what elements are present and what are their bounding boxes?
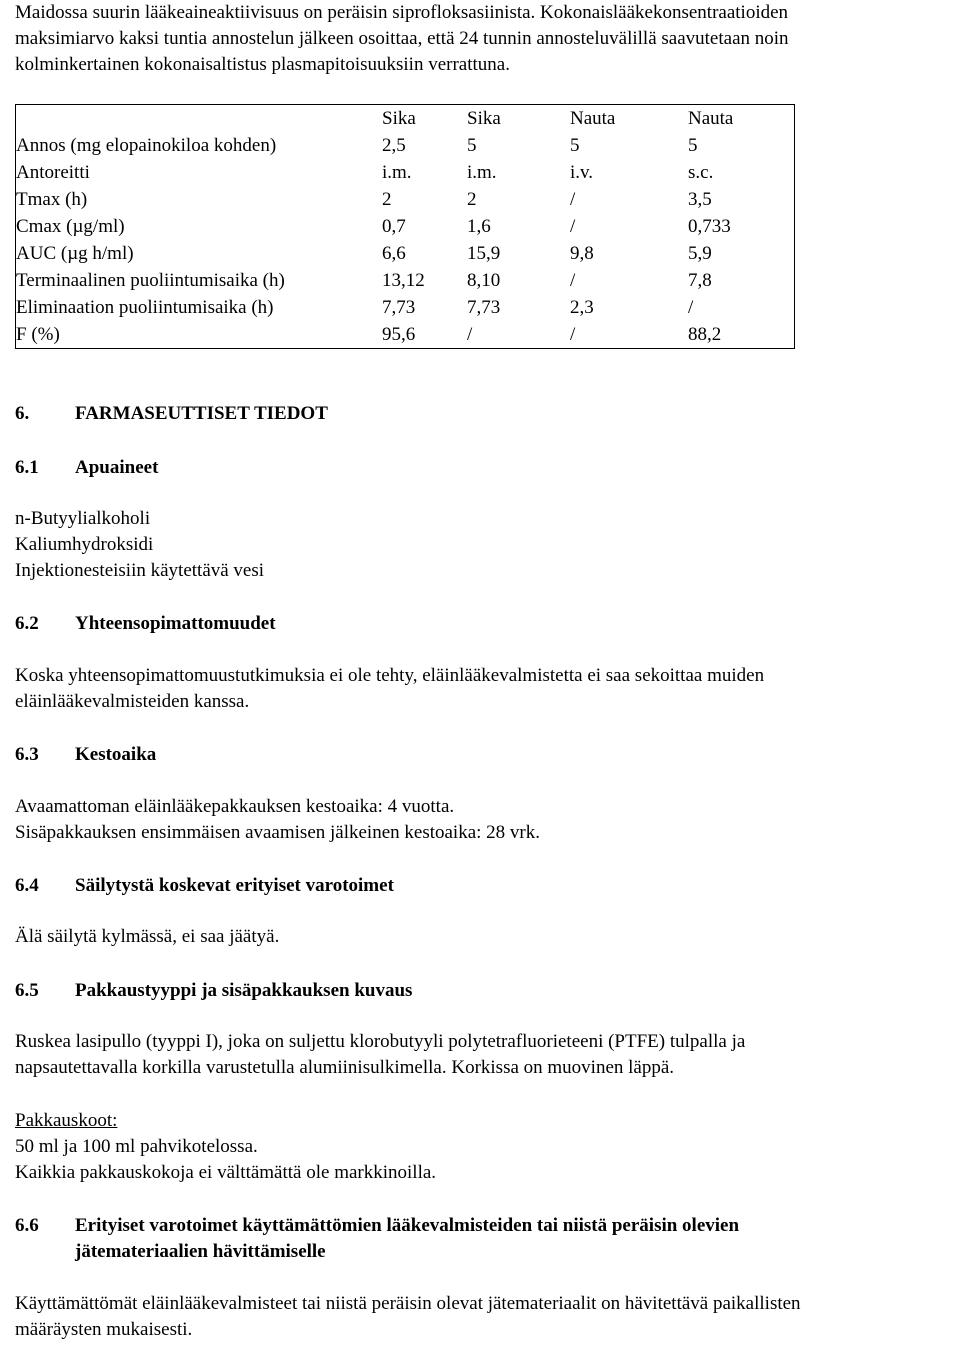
- table-cell: /: [570, 269, 576, 291]
- table-cell: 5,9: [688, 242, 712, 264]
- container-description: [15, 1029, 955, 1081]
- paragraph-line: napsautettavalla korkilla varustetulla alumiinisulkimella. Korkissa on muovinen läppä.: [15, 1057, 675, 1078]
- section-title-line: Erityiset varotoimet käyttämättömien lääkevalmisteiden tai niistä peräisin olevien: [75, 1215, 740, 1236]
- table-cell: 5: [570, 134, 580, 156]
- table-cell: Tmax (h): [16, 188, 88, 210]
- table-cell: Terminaalinen puoliintumisaika (h): [16, 269, 285, 291]
- table-row: [16, 267, 795, 294]
- table-cell: Cmax (µg/ml): [16, 215, 125, 237]
- table-cell: 15,9: [467, 242, 501, 264]
- table-cell: AUC (µg h/ml): [16, 242, 134, 264]
- pharmacokinetics-table: [15, 104, 795, 349]
- table-cell: 2: [467, 188, 477, 210]
- table-cell: i.v.: [570, 161, 594, 183]
- section-title: Kestoaika: [75, 744, 157, 765]
- section-title-line: jätemateriaalien hävittämiselle: [75, 1241, 326, 1262]
- table-row: [16, 159, 795, 186]
- table-cell: 2,5: [382, 134, 406, 156]
- table-cell: 13,12: [382, 269, 425, 291]
- pack-sizes-label: Pakkauskoot:: [15, 1110, 118, 1131]
- table-cell: i.m.: [382, 161, 412, 183]
- table-row: [16, 294, 795, 321]
- paragraph-line: Koska yhteensopimattomuustutkimuksia ei ole tehty, eläinlääkevalmistetta ei saa sekoittaa muiden: [15, 665, 765, 686]
- table-cell: F (%): [16, 323, 60, 345]
- section-number: 6.6: [15, 1215, 39, 1236]
- table-header-row: [16, 105, 795, 133]
- paragraph-line: Avaamattoman eläinlääkepakkauksen kestoaika: 4 vuotta.: [15, 796, 455, 817]
- table-cell: 95,6: [382, 323, 416, 345]
- table-row: [16, 186, 795, 213]
- table-header-cell: [16, 105, 383, 133]
- table-row: [16, 132, 795, 159]
- table-cell: 8,10: [467, 269, 501, 291]
- section-title: Yhteensopimattomuudet: [75, 613, 276, 634]
- table-cell: 7,73: [467, 296, 501, 318]
- table-cell: s.c.: [688, 161, 714, 183]
- section-number: 6.5: [15, 980, 39, 1001]
- section-title: Pakkaustyyppi ja sisäpakkauksen kuvaus: [75, 980, 413, 1001]
- intro-line: kolminkertainen kokonaisaltistus plasmapitoisuuksiin verrattuna.: [15, 54, 510, 75]
- table-row: [16, 240, 795, 267]
- table-cell: Eliminaation puoliintumisaika (h): [16, 296, 274, 318]
- section-title: FARMASEUTTISET TIEDOT: [75, 403, 328, 424]
- table-cell: Antoreitti: [16, 161, 90, 183]
- table-cell: 2,3: [570, 296, 594, 318]
- list-item: n-Butyylialkoholi: [15, 508, 151, 529]
- table-cell: 5: [467, 134, 477, 156]
- table-cell: 1,6: [467, 215, 491, 237]
- table-cell: 5: [688, 134, 698, 156]
- section-heading-6-3: [15, 742, 156, 768]
- section-heading-6-2: [15, 611, 276, 637]
- section-title: [75, 1213, 739, 1265]
- table-cell: 6,6: [382, 242, 406, 264]
- section-heading-6-5: [15, 978, 412, 1004]
- section-heading-6-4: [15, 873, 394, 899]
- table-cell: Annos (mg elopainokiloa kohden): [16, 134, 277, 156]
- storage-text: [15, 924, 955, 950]
- table-cell: 0,733: [688, 215, 731, 237]
- section-number: 6.2: [15, 613, 39, 634]
- section-title: Apuaineet: [75, 457, 159, 478]
- table-header-cell: Sika: [467, 107, 501, 129]
- section-title: Säilytystä koskevat erityiset varotoimet: [75, 875, 394, 896]
- paragraph-line: eläinlääkevalmisteiden kanssa.: [15, 691, 250, 712]
- disposal-text: [15, 1291, 955, 1343]
- section-number: 6.1: [15, 457, 39, 478]
- intro-line: maksimiarvo kaksi tuntia annostelun jälkeen osoittaa, että 24 tunnin annosteluvälillä saavutetaan noin: [15, 28, 789, 49]
- paragraph-line: Kaikkia pakkauskokoja ei välttämättä ole markkinoilla.: [15, 1162, 437, 1183]
- table-cell: /: [688, 296, 694, 318]
- table-cell: /: [467, 323, 473, 345]
- table-cell: /: [570, 188, 576, 210]
- paragraph-line: 50 ml ja 100 ml pahvikotelossa.: [15, 1136, 258, 1157]
- section-heading-6-1: [15, 455, 158, 481]
- table-cell: 9,8: [570, 242, 594, 264]
- table-header-cell: Nauta: [570, 107, 616, 129]
- paragraph-line: Ruskea lasipullo (tyyppi I), joka on suljettu klorobutyyli polytetrafluorieteeni (PTFE) tulpalla ja: [15, 1031, 746, 1052]
- table-header-cell: Sika: [382, 107, 416, 129]
- table-cell: 7,73: [382, 296, 416, 318]
- table-cell: 88,2: [688, 323, 722, 345]
- table-cell: 7,8: [688, 269, 712, 291]
- excipients-list: [15, 506, 955, 584]
- table-cell: /: [570, 215, 576, 237]
- paragraph-line: Käyttämättömät eläinlääkevalmisteet tai niistä peräisin olevat jätemateriaalit on hävitettävä paikallisten: [15, 1293, 801, 1314]
- table-cell: 0,7: [382, 215, 406, 237]
- paragraph-line: Sisäpakkauksen ensimmäisen avaamisen jälkeinen kestoaika: 28 vrk.: [15, 822, 540, 843]
- table-cell: 2: [382, 188, 392, 210]
- incompatibilities-text: [15, 663, 955, 715]
- pack-sizes: [15, 1108, 955, 1186]
- section-heading-6-6: [15, 1213, 955, 1265]
- table-row: [16, 213, 795, 240]
- list-item: Kaliumhydroksidi: [15, 534, 154, 555]
- table-cell: 3,5: [688, 188, 712, 210]
- shelf-life-text: [15, 794, 955, 846]
- paragraph-line: määräysten mukaisesti.: [15, 1319, 193, 1340]
- table-cell: i.m.: [467, 161, 497, 183]
- section-heading-6: [15, 401, 328, 427]
- paragraph-line: Älä säilytä kylmässä, ei saa jäätyä.: [15, 926, 280, 947]
- table-row: [16, 321, 795, 349]
- list-item: Injektionesteisiin käytettävä vesi: [15, 560, 265, 581]
- table-cell: /: [570, 323, 576, 345]
- intro-paragraph: [15, 0, 955, 78]
- section-number: 6.: [15, 403, 30, 424]
- intro-line: Maidossa suurin lääkeaineaktiivisuus on peräisin siprofloksasiinista. Kokonaislääkekonsentraatioiden: [15, 2, 789, 23]
- section-number: 6.4: [15, 875, 39, 896]
- table-header-cell: Nauta: [688, 107, 734, 129]
- section-number: 6.3: [15, 744, 39, 765]
